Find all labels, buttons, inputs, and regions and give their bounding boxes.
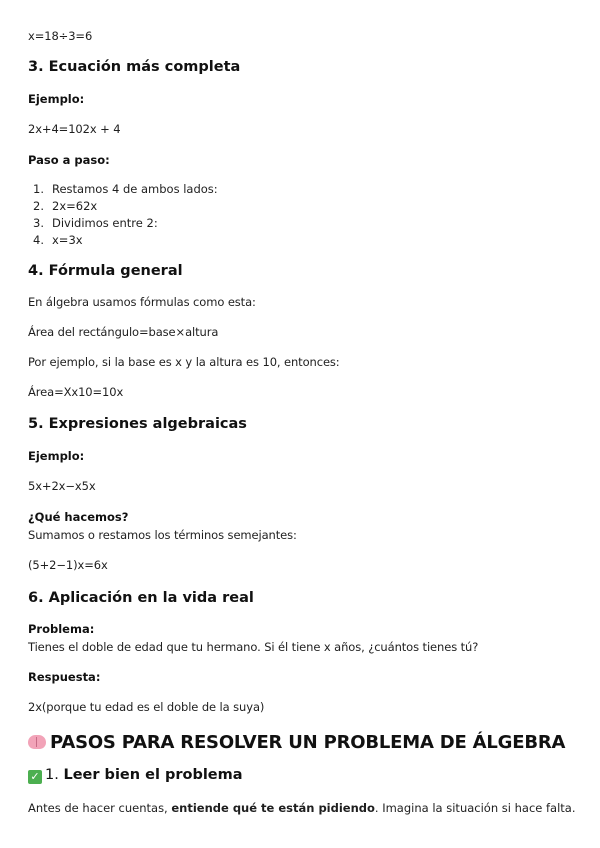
steps-section-heading	[28, 732, 565, 753]
section-6-answer: 2x(porque tu edad es el doble de la suya)	[28, 700, 265, 714]
section-5-answer: Sumamos o restamos los términos semejantes:	[28, 528, 297, 542]
section-4-result: Área=Xx10=10x	[28, 385, 124, 399]
list-item-text: Restamos 4 de ambos lados:	[52, 182, 218, 196]
list-item-number: 3.	[33, 216, 44, 230]
section-5-question-label: ¿Qué hacemos?	[28, 510, 129, 524]
section-6-answer-label: Respuesta:	[28, 670, 101, 684]
list-item-text: 2x=62x	[52, 199, 98, 213]
brain-icon	[28, 735, 46, 749]
step-1-paragraph	[28, 801, 576, 815]
step-1-heading	[28, 767, 243, 783]
step-1-text-before: Antes de hacer cuentas,	[28, 801, 172, 815]
section-3-steps-label: Paso a paso:	[28, 153, 110, 167]
section-3-example-label: Ejemplo:	[28, 92, 85, 106]
section-5-result: (5+2−1)x=6x	[28, 558, 108, 572]
section-4-example: Por ejemplo, si la base es x y la altura es 10, entonces:	[28, 355, 340, 369]
step-1-number: 1.	[45, 767, 59, 783]
list-item-number: 2.	[33, 199, 44, 213]
section-4-formula: Área del rectángulo=base×altura	[28, 325, 219, 339]
section-3-heading: 3. Ecuación más completa	[28, 59, 241, 75]
list-item-text: x=3x	[52, 233, 83, 247]
step-1-text-bold: entiende qué te están pidiendo	[171, 801, 375, 815]
check-mark-icon: ✓	[28, 770, 42, 784]
step-1-title: Leer bien el problema	[63, 767, 243, 783]
section-4-intro: En álgebra usamos fórmulas como esta:	[28, 295, 256, 309]
section-6-heading: 6. Aplicación en la vida real	[28, 590, 254, 606]
section-5-heading: 5. Expresiones algebraicas	[28, 416, 247, 432]
section-3-equation: 2x+4=102x + 4	[28, 122, 121, 136]
list-item-number: 1.	[33, 182, 44, 196]
intro-equation: x=18÷3=6	[28, 29, 93, 43]
list-item-text: Dividimos entre 2:	[52, 216, 158, 230]
step-1-text-after: . Imagina la situación si hace falta.	[374, 801, 576, 815]
section-5-example-label: Ejemplo:	[28, 449, 85, 463]
section-5-expression: 5x+2x−x5x	[28, 479, 96, 493]
section-6-problem-label: Problema:	[28, 622, 95, 636]
section-4-heading: 4. Fórmula general	[28, 263, 183, 279]
section-6-problem: Tienes el doble de edad que tu hermano. Si él tiene x años, ¿cuántos tienes tú?	[28, 640, 479, 654]
steps-section-title: PASOS PARA RESOLVER UN PROBLEMA DE ÁLGEBRA	[50, 732, 566, 753]
list-item-number: 4.	[33, 233, 44, 247]
